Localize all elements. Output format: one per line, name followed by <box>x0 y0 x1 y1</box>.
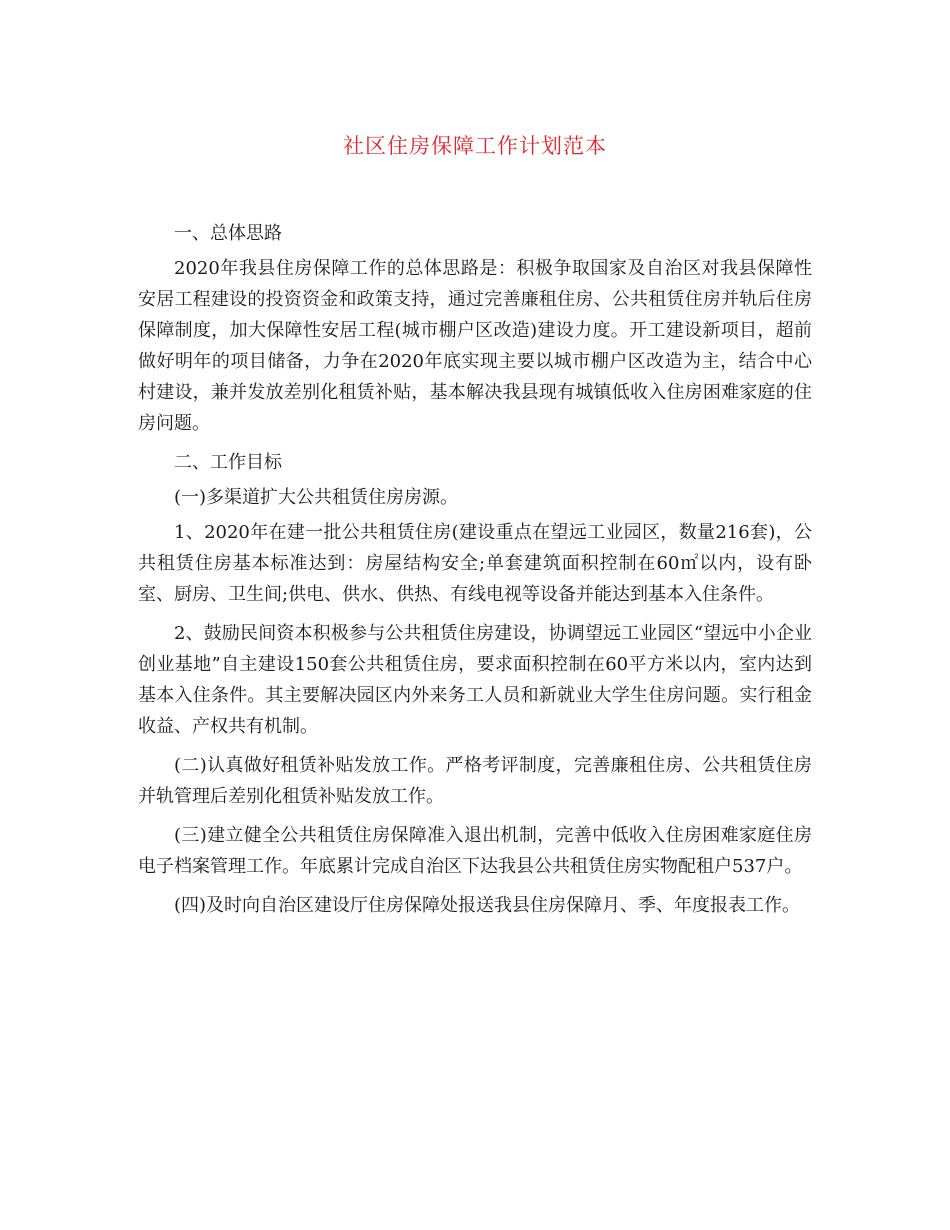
paragraph-item-2: 2、鼓励民间资本积极参与公共租赁住房建设，协调望远工业园区“望远中小企业创业基地”自主建设150套公共租赁住房，要求面积控制在60平方米以内，室内达到基本入住条件。其主要解决园区内外来务工人员和新就业大学生住房问题。实行租金收益、产权共有机制。 <box>138 623 812 737</box>
section-heading-goals: 二、工作目标 <box>174 452 282 473</box>
paragraph-overview: 2020年我县住房保障工作的总体思路是：积极争取国家及自治区对我县保障性安居工程建设的投资资金和政策支持，通过完善廉租住房、公共租赁住房并轨后住房保障制度，加大保障性安居工程(城市棚户区改造)建设力度。开工建设新项目，超前做好明年的项目储备，力争在2020年底实现主要以城市棚户区改造为主，结合中心村建设，兼并发放差别化租赁补贴，基本解决我县现有城镇低收入住房困难家庭的住房问题。 <box>138 258 812 434</box>
paragraph-item-1: 1、2020年在建一批公共租赁住房(建设重点在望远工业园区，数量216套)，公共租赁住房基本标准达到：房屋结构安全;单套建筑面积控制在60㎡以内，设有卧室、厨房、卫生间;供电、供水、供热、有线电视等设备并能达到基本入住条件。 <box>138 522 812 605</box>
paragraph-reporting: (四)及时向自治区建设厅住房保障处报送我县住房保障月、季、年度报表工作。 <box>174 895 801 916</box>
paragraph-mechanism: (三)建立健全公共租赁住房保障准入退出机制，完善中低收入住房困难家庭住房电子档案管理工作。年底累计完成自治区下达我县公共租赁住房实物配租户537户。 <box>138 825 812 877</box>
paragraph-subsidy: (二)认真做好租赁补贴发放工作。严格考评制度，完善廉租住房、公共租赁住房并轨管理后差别化租赁补贴发放工作。 <box>138 755 812 807</box>
subheading-expand-housing: (一)多渠道扩大公共租赁住房房源。 <box>174 487 459 508</box>
section-heading-overview: 一、总体思路 <box>174 223 282 244</box>
document-body <box>138 218 812 929</box>
document-title: 社区住房保障工作计划范本 <box>343 134 607 158</box>
